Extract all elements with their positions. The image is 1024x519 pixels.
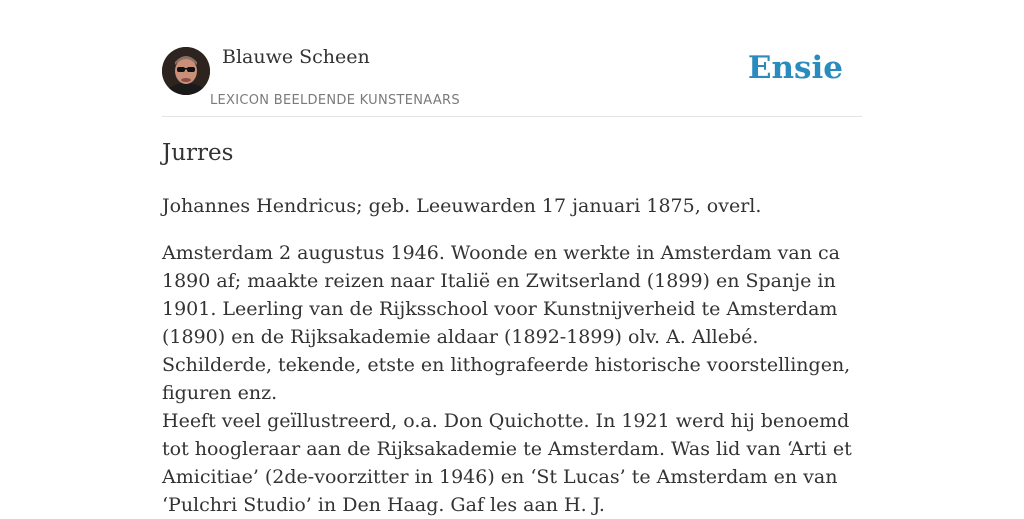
brand-logo[interactable]: Ensie	[747, 50, 843, 86]
article-header	[162, 0, 862, 117]
article-paragraph: Johannes Hendricus; geb. Leeuwarden 17 januari 1875, overl.	[162, 195, 762, 217]
author-avatar[interactable]	[162, 47, 210, 95]
article-paragraph: Amsterdam 2 augustus 1946. Woonde en werkte in Amsterdam van ca 1890 af; maakte reizen naar Italië en Zwitserland (1899) en Spanje in 1901. Leerling van de Rijksschool voor Kunstnijverheid te Amsterdam (1890) en de Rijksakademie aldaar (1892-1899) olv. A. Allebé. Schilderde, tekende, etste en lithografeerde historische voorstellingen, figuren enz.	[162, 242, 851, 404]
author-name[interactable]: Blauwe Scheen	[222, 46, 370, 68]
user-photo-icon	[162, 47, 210, 95]
article-title: Jurres	[162, 140, 234, 166]
article-paragraph: Heeft veel geïllustreerd, o.a. Don Quichotte. In 1921 werd hij benoemd tot hoogleraar aan de Rijksakademie te Amsterdam. Was lid van ‘Arti et Amicitiae’ (2de-voorzitter in 1946) en ‘St Lucas’ te Amsterdam en van ‘Pulchri Studio’ in Den Haag. Gaf les aan H. J.	[162, 410, 852, 516]
page-container	[162, 0, 862, 516]
category-label[interactable]: LEXICON BEELDENDE KUNSTENAARS	[210, 93, 460, 108]
